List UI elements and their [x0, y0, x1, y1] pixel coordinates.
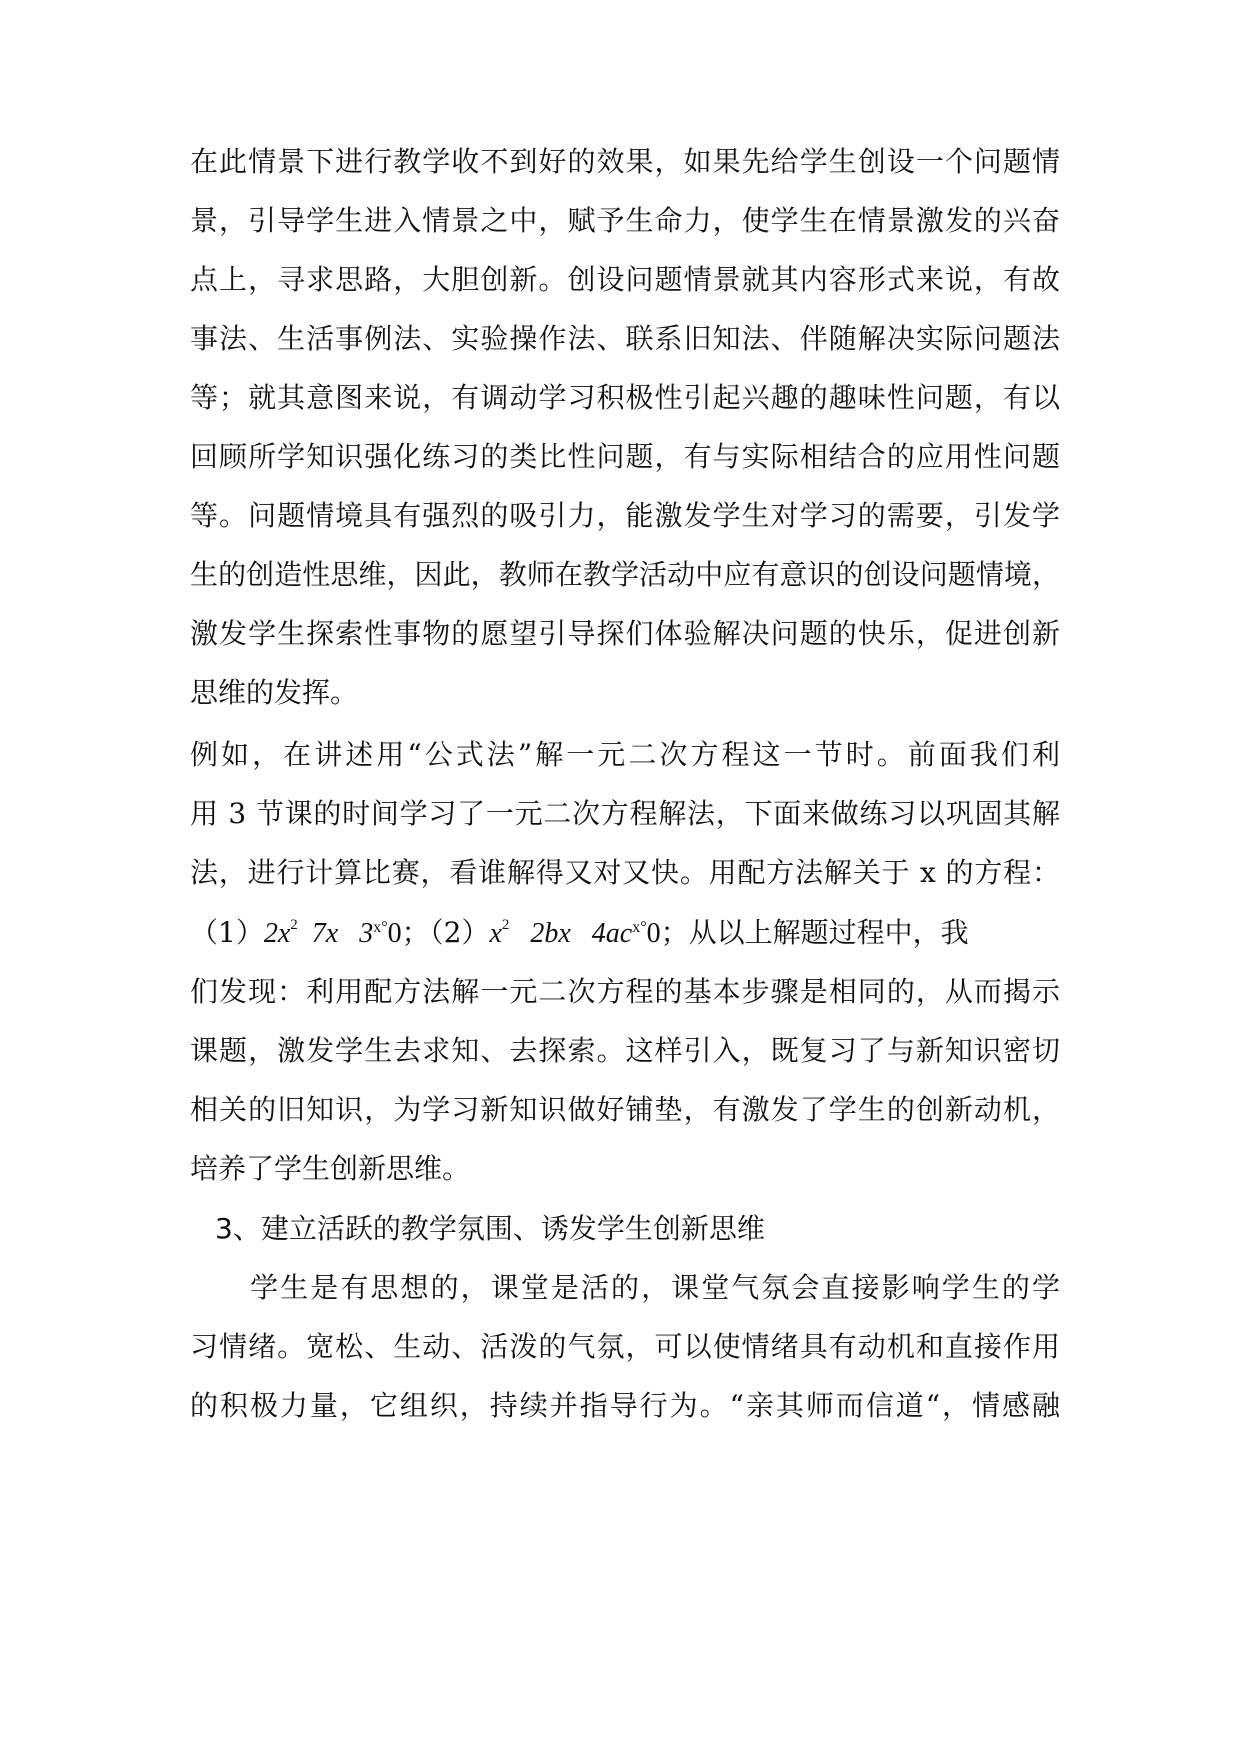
text-line: 在此情景下进行教学收不到好的效果，如果先给学生创设一个问题情: [190, 145, 1060, 178]
text-line: 激发学生探索性事物的愿望引导探们体验解决问题的快乐，促进创新: [190, 617, 1060, 650]
text-line: 课题，激发学生去求知、去探索。这样引入，既复习了与新知识密切: [190, 1034, 1060, 1067]
text-line: 点上，寻求思路，大胆创新。创设问题情景就其内容形式来说，有故: [190, 263, 1060, 296]
text-line: 回顾所学知识强化练习的类比性问题，有与实际相结合的应用性问题: [190, 440, 1060, 473]
text-line: 法，进行计算比赛，看谁解得又对又快。用配方法解关于 x 的方程：: [190, 856, 1060, 889]
equation-label-2: ；（2）: [401, 916, 490, 949]
equation-line: [190, 911, 1060, 955]
equation-label-1: （1）: [190, 916, 264, 949]
text-line: 等。问题情境具有强烈的吸引力，能激发学生对学习的需要，引发学: [190, 499, 1060, 532]
text-line: 例如，在讲述用“公式法”解一元二次方程这一节时。前面我们利: [190, 738, 1060, 771]
text-line: 生的创造性思维，因此，教师在教学活动中应有意识的创设问题情境，: [190, 558, 1060, 591]
text-line: 用 3 节课的时间学习了一元二次方程解法，下面来做练习以巩固其解: [190, 797, 1060, 830]
section-heading: 3、建立活跃的教学氛围、诱发学生创新思维: [215, 1212, 765, 1245]
text-line: 培养了学生创新思维。: [190, 1152, 471, 1185]
equation-tail: ；从以上解题过程中，我: [660, 916, 969, 949]
text-line: 的积极力量，它组织，持续并指导行为。“亲其师而信道“，情感融: [190, 1389, 1060, 1422]
text-line: 们发现：利用配方法解一元二次方程的基本步骤是相同的，从而揭示: [190, 975, 1060, 1008]
text-line: 等；就其意图来说，有调动学习积极性引起兴趣的趣味性问题，有以: [190, 381, 1060, 414]
equation-1: $2x^2$ 7x $3^{x^\circ}0$: [263, 917, 402, 949]
text-line: 相关的旧知识，为学习新知识做好铺垫，有激发了学生的创新动机，: [190, 1093, 1060, 1126]
text-line: 景，引导学生进入情景之中，赋予生命力，使学生在情景激发的兴奋: [190, 204, 1060, 237]
text-line: 学生是有思想的，课堂是活的，课堂气氛会直接影响学生的学: [190, 1271, 1060, 1304]
text-line: 思维的发挥。: [190, 676, 359, 709]
equation-2: $x^2$ 2bx $4ac^{x^\circ}0$: [489, 917, 661, 949]
text-line: 习情绪。宽松、生动、活泼的气氛，可以使情绪具有动机和直接作用: [190, 1330, 1060, 1363]
text-line: 事法、生活事例法、实验操作法、联系旧知法、伴随解决实际问题法: [190, 322, 1060, 355]
